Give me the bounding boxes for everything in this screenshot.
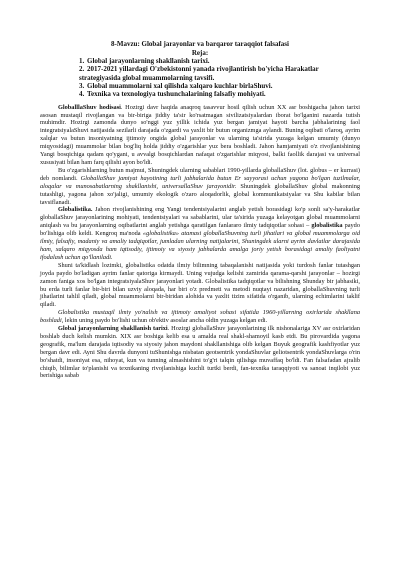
paragraph-globalistics: Globalistika. Jahon rivojlanishining eng Yangi tendentsiyalarini anglab yetish borasidagi ko'p sonli sa'y-harakatlar globallaShuv jarayonlarining mohiyati, tendentsiyalari va sabablarini, ular ta'sirida yuzaga kelayotgan global muammolarni aniqlash va bu jarayonlarning oqibatlarini anglab yetishga qaratilgan fanlararo ilmiy tadqiqotlar sohasi – globalistika paydo bo'lishiga olib keldi. Kengroq ma'noda «globalistika» atamasi globallaShuvning turli jihatlari va global muammolarga oid ilmiy, falsafiy, madaniy va amaliy tadqiqotlar, jumladan ularning natijalarini, Shuningdek ularni ayrim davlatlar darajasida ham, xalqaro miqyosda ham iqtisodiy, ijtimoiy va siyosiy jabhalarda amalga joriy yetish borasidagi amaliy faoliyatni ifodalash uchun qo'llaniladi. [40, 206, 360, 261]
plan-item: 3. Global muammolarni xal qilishda xalqaro kuchlar birlaShuvi. [79, 82, 273, 91]
plan-heading: Reja: [191, 48, 209, 57]
plan-item: 2. 2017-2021 yillardagi O'zbekistonni yanada rivojlantirish bo'yicha Harakatlar strategiyasida global muammolarning tavsifi. [79, 65, 319, 82]
paragraph-globalization: GloballlaShuv hodisasi. Hozirgi davr haqida anaqroq tasavvur hosil qilish uchun XX asr boshigacha jahon tarixi asosan mustaqil rivojlangan va bir-biriga jiddiy ta'sir ko'rsatmagan sivilizatsiyalardan iborat bo'lganini nazarda tutish muhimdir. Hozirgi zamonda dunyo so'nggi yuz yillik ichida yuz bergan jamiyat hayoti barcha jabhalarining faol integratsiyalaShuvi natijasida sezilarli darajada o'zgardi va yaxlit bir butun organizmga aylandi. Buning oqibati o'laroq, ayrim xalqlar va butun insoniyatning ijtimoiy ongida global jarayonlar va ularning ta'sirida yuzaga kelgan umumiy (dunyo miqyosidagi) muammolar bilan bog'liq holda jiddiy o'zgarishlar yuz bera boshladi. Jahon hamjamiyati o'z rivojlanishining Yangi bosqichiga qadam qo'ygani, u avvalgi bosqichlardan nafaqat o'zgarishlar miqyosi, balki faollik darajasi va universal xususiyati bilan ham farq qilishi ayon bo'ldi. [40, 103, 360, 167]
paragraph-1960s: Globalistika mustaqil ilmiy yo'nalish va ijtimoiy amaliyot sohasi sifatida 1960-yillarning oxirlarida shakllana boshladi, lekin uning paydo bo'lishi uchun ob'ektiv asoslar ancha oldin yuzaga kelgan edi. [40, 309, 360, 325]
plan-list [40, 57, 360, 98]
plan-item: 1. Global jarayonlarning shakllanish tarixi. [79, 57, 210, 66]
plan-item: 4. Texnika va texnologiya tushunchalarining falsafiy mohiyati. [79, 90, 266, 99]
document-title: 8-Mavzu: Global jarayonlar va barqaror taraqqiot falsafasi [111, 40, 289, 48]
paragraph-definition: Bu o'zgarishlarning butun majmui, Shuningdek ularning sabablari 1990-yillarda globallaShuv (lot. globus – er kurrasi) deb nomlandi. GloballaShuv jamiyat hayotining turli jabhalarida butun Er sayyorasi uchun yagona bo'lgan tuzilmalar, aloqalar va munosabatlarning shakllanishi, universallaShuv jarayonidir. Shuningdek globallaShuv global makonning tutashligi, yagona jahon xo'jaligi, umumiy ekologik o'zaro aloqadorlik, global kommunikatsiyalar va Shu kabilar bilan tavsiflanadi. [40, 166, 360, 206]
paragraph-integration: Shuni ta'kidlash lozimki, globalistika odatda ilmiy bilimning tabaqalanishi natijasida yoki turdosh fanlar tutashgan joyda paydo bo'ladigan ayrim fanlar qatoriga kirmaydi. Uning vujudga kelishi zamirida qarama-qarshi jarayonlar – hozirgi zamon faniga xos bo'lgan integratsiyalaShuv jarayonlari yotadi. Globalistika tadqiqotlar va bilishning Shunday bir jabhasiki, bu erda turli fanlar bir-biri bilan uzviy aloqada, har biri o'z predmeti va metodi nuqtayi nazaridan, globallaShuvning turli jihatlarini tahlil qiladi, global muammolarni bir-biridan alohida va yaxlit tizim sifatida o'rganib, ularning echimlarini taklif qiladi. [40, 261, 360, 309]
paragraph-history: Global jarayonlarning shakllanish tarixi. Hozirgi globallaShuv jarayonlarining ilk nishonalariga XV asr oxirlaridan boshlab duch kelish mumkin. XIX asr boshiga kelib esa u amalda real shakl-shamoyil kasb etdi. Bu pirovardida yagona geografik, ma'lum darajada iqtisodiy va siyosiy jahon maydoni shakllanishiga olib kelgan Buyuk geografik kashfiyotlar yuz bergan davr edi. Ayni Shu davrda dunyoni tuShunishga nisbatan geotsentrik yondaShuvlar geliotsentrik yondaShuvlarga o'rin bo'shatdi, insoniyat esa, nihoyat, kun va tunning almashishini to'g'ri talqin qilishga muvaffaq bo'ldi. Fan falsafadan ajralib chiqib, bilimlar to'planishi va texnikaning rivojlanishiga kuchli turtki berdi, fan-texnika taraqqiyoti va sanoat inqilobi yuz berishiga sabab [40, 325, 360, 380]
